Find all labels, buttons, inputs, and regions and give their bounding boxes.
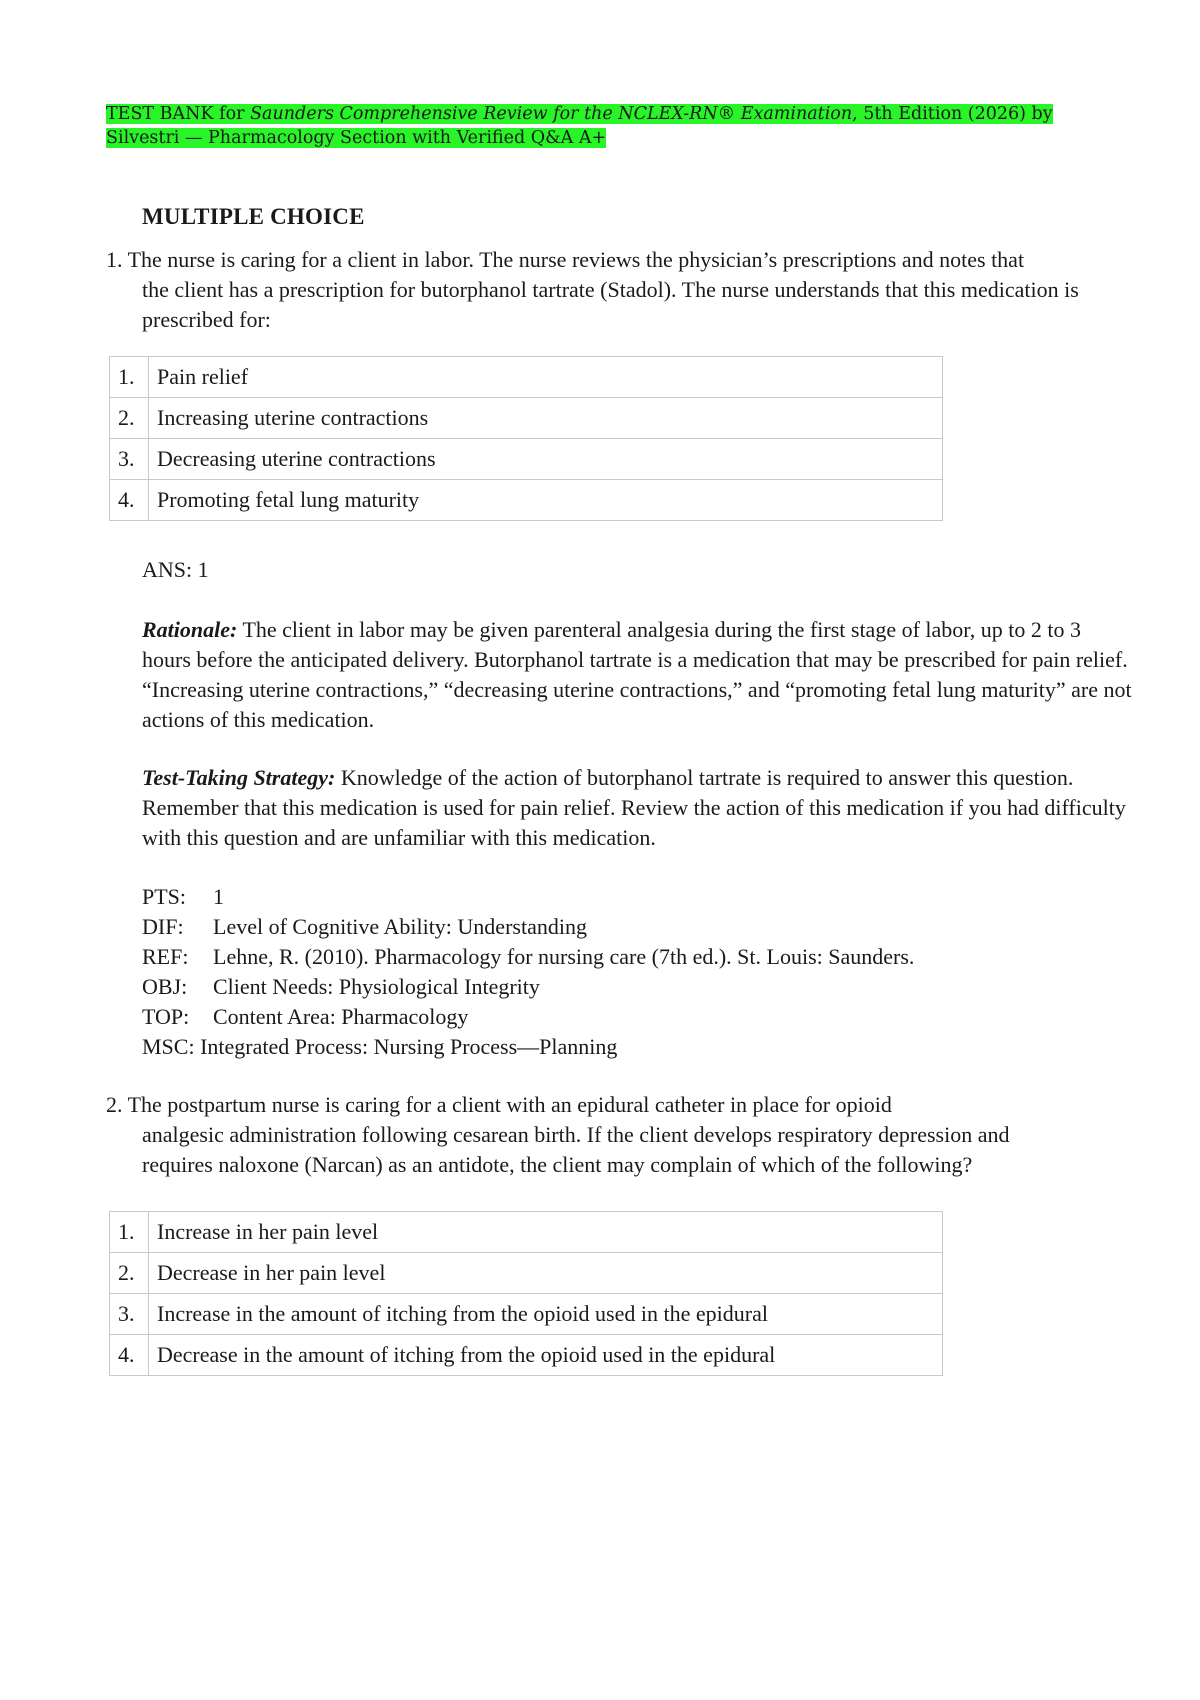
choice-row	[110, 1212, 943, 1253]
banner-book-title: Saunders Comprehensive Review for the NCLEX-RN® Examination	[250, 104, 853, 124]
choice-text: Increasing uterine contractions	[149, 398, 943, 439]
strategy-label: Test-Taking Strategy:	[142, 765, 336, 790]
meta-row	[142, 942, 1122, 972]
meta-key: TOP:	[142, 1004, 190, 1029]
choice-text: Decrease in her pain level	[149, 1253, 943, 1294]
choice-row	[110, 398, 943, 439]
meta-msc: MSC: Integrated Process: Nursing Process—Planning	[142, 1034, 618, 1059]
choice-text: Promoting fetal lung maturity	[149, 480, 943, 521]
banner-prefix: TEST BANK for	[106, 104, 251, 124]
meta-value: Lehne, R. (2010). Pharmacology for nursing care (7th ed.). St. Louis: Saunders.	[213, 944, 915, 969]
choice-number: 4.	[110, 1335, 149, 1376]
rationale-label: Rationale:	[142, 617, 238, 642]
question-2-first-line: 2. The postpartum nurse is caring for a client with an epidural catheter in place for opioid	[106, 1092, 892, 1117]
choice-row	[110, 357, 943, 398]
meta-row	[142, 972, 1122, 1002]
choice-row	[110, 1253, 943, 1294]
meta-value: Level of Cognitive Ability: Understanding	[213, 914, 587, 939]
meta-key: DIF:	[142, 914, 184, 939]
meta-row	[142, 1002, 1122, 1032]
choice-text: Decrease in the amount of itching from the opioid used in the epidural	[149, 1335, 943, 1376]
choice-text: Increase in her pain level	[149, 1212, 943, 1253]
question-1-first-line: 1. The nurse is caring for a client in labor. The nurse reviews the physician’s prescriptions and notes that	[106, 247, 1025, 272]
meta-key: PTS:	[142, 884, 187, 909]
choice-row	[110, 439, 943, 480]
choice-number: 4.	[110, 480, 149, 521]
section-title: MULTIPLE CHOICE	[142, 204, 365, 229]
choice-number: 1.	[110, 357, 149, 398]
choice-text: Decreasing uterine contractions	[149, 439, 943, 480]
meta-value: 1	[213, 884, 224, 909]
meta-value: Content Area: Pharmacology	[213, 1004, 469, 1029]
title-banner	[106, 102, 1066, 150]
strategy-text: Knowledge of the action of butorphanol tartrate is required to answer this question. Remember that this medication is used for pain relief. Review the action of this medication if you had difficulty with this question and are unfamiliar with this medication.	[142, 765, 1126, 850]
question-2-stem	[106, 1090, 1106, 1180]
rationale-paragraph	[142, 615, 1132, 735]
question-2-rest: analgesic administration following cesarean birth. If the client develops respiratory depression and requires naloxone (Narcan) as an antidote, the client may complain of which of the following?	[142, 1122, 1010, 1177]
banner-edition: , 5th Edition (2026) by	[852, 104, 1053, 124]
meta-row	[142, 882, 1122, 912]
rationale-text: The client in labor may be given parenteral analgesia during the first stage of labor, up to 2 to 3 hours before the anticipated delivery. Butorphanol tartrate is a medication that may be prescribed for pain relief. “Increasing uterine contractions,” “decreasing uterine contractions,” and “promoting fetal lung maturity” are not actions of this medication.	[142, 617, 1132, 732]
meta-value: Client Needs: Physiological Integrity	[213, 974, 540, 999]
choice-number: 1.	[110, 1212, 149, 1253]
question-2-choices	[109, 1211, 943, 1376]
choice-row	[110, 1335, 943, 1376]
meta-row	[142, 912, 1122, 942]
choice-row	[110, 480, 943, 521]
question-1-choices	[109, 356, 943, 521]
choice-number: 2.	[110, 398, 149, 439]
choice-row	[110, 1294, 943, 1335]
meta-key: OBJ:	[142, 974, 188, 999]
answer-line: ANS: 1	[142, 557, 209, 582]
question-1-rest: the client has a prescription for butorphanol tartrate (Stadol). The nurse understands that this medication is prescribed for:	[142, 277, 1079, 332]
choice-number: 2.	[110, 1253, 149, 1294]
question-metadata	[142, 882, 1122, 1062]
strategy-paragraph	[142, 763, 1132, 853]
choice-number: 3.	[110, 439, 149, 480]
banner-subtitle: Silvestri — Pharmacology Section with Verified Q&A A+	[106, 128, 607, 148]
choice-text: Pain relief	[149, 357, 943, 398]
meta-key: REF:	[142, 944, 189, 969]
choice-number: 3.	[110, 1294, 149, 1335]
question-1-stem	[106, 245, 1116, 335]
choice-text: Increase in the amount of itching from the opioid used in the epidural	[149, 1294, 943, 1335]
